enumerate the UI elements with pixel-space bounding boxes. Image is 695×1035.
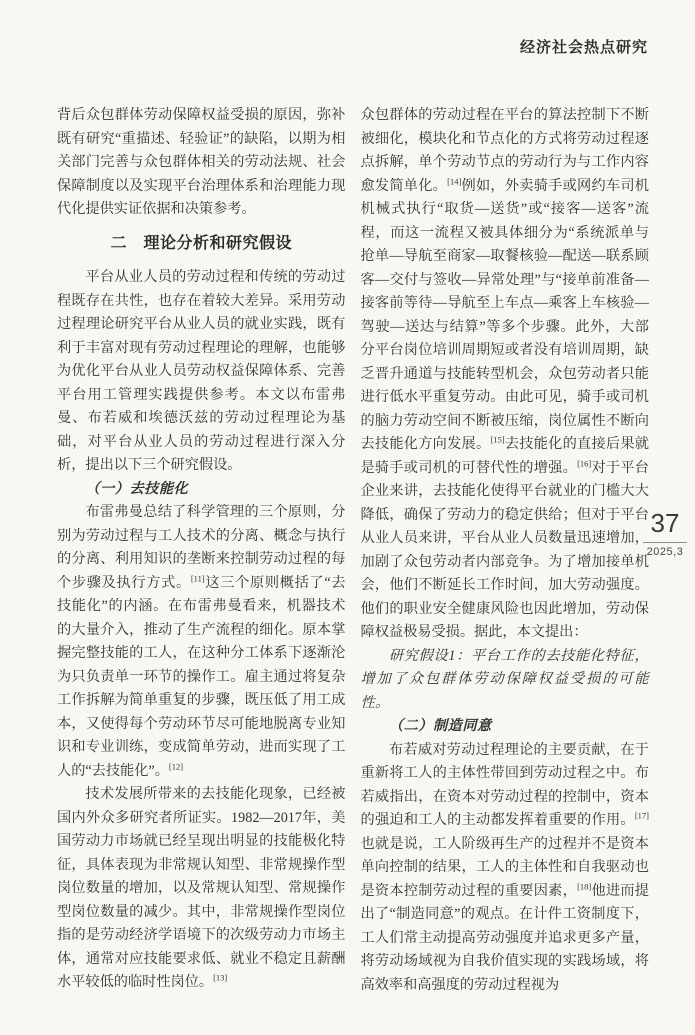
page-number-divider — [643, 542, 687, 543]
section-heading: 二 理论分析和研究假设 — [110, 234, 292, 252]
paragraph: 技术发展所带来的去技能化现象，已经被国内外众多研究者所证实。1982—2017年，美国劳动力市场就已经呈现出明显的技能极化特征，具体表现为非常规认知型、非常规操作型岗位数量的增加，以及常规认知型、常规操作型岗位数量的减少。其中，非常规操作型岗位指的是劳动经济学语境下的次级劳动力市场主体，通常对应技能要求低、就业不稳定且薪酬水平较低的临时性岗位。[13] — [57, 786, 346, 990]
article-body — [57, 104, 649, 997]
citation-ref: [13] — [213, 972, 228, 983]
citation-ref: [15] — [490, 434, 505, 445]
paragraph: 背后众包群体劳动保障权益受损的原因，弥补既有研究“重描述、轻验证”的缺陷，以期为相关部门完善与众包群体相关的劳动法规、社会保障制度以及实现平台治理体系和治理能力现代化提供实证依据和决策参考。 — [57, 107, 346, 217]
page-number: 37 — [650, 508, 680, 538]
paragraph: 布若威对劳动过程理论的主要贡献，在于重新将工人的主体性带回到劳动过程之中。布若威指出，在资本对劳动过程的控制中，资本的强迫和工人的主动都发挥着重要的作用。[17]也就是说，工人阶级再生产的过程并不是资本单向控制的结果，工人的主体性和自我驱动也是资本控制劳动过程的重要因素，[18]他进而提出了“制造同意”的观点。在计件工资制度下，工人们常主动提高劳动强度并追求更多产量，将劳动场域视为自我价值实现的实践场域，将高效率和高强度的劳动过程视为 — [360, 741, 649, 993]
subsection-heading: （二）制造同意 — [388, 718, 492, 734]
subsection-heading: （一）去技能化 — [85, 480, 189, 497]
right-column — [361, 104, 650, 997]
issue-label: 2025,3 — [646, 546, 684, 558]
citation-ref: [14] — [447, 175, 462, 186]
citation-ref: [17] — [634, 810, 649, 821]
hypothesis-text: 研究假设1：平台工作的去技能化特征，增加了众包群体劳动保障权益受损的可能性。 — [360, 647, 649, 711]
left-column — [57, 104, 346, 997]
citation-ref: [16] — [577, 457, 592, 468]
citation-ref: [12] — [168, 760, 184, 771]
citation-ref: [11] — [190, 572, 205, 583]
citation-ref: [18] — [577, 880, 592, 891]
page-number-block — [639, 508, 691, 558]
running-head: 经济社会热点研究 — [519, 39, 648, 56]
paragraph: 众包群体的劳动过程在平台的算法控制下不断被细化，模块化和节点化的方式将劳动过程逐点拆解，单个劳动节点的劳动行为与工作内容愈发简单化。[14]例如，外卖骑手或网约车司机机械式执行“取货—送货”或“接客—送客”流程，而这一流程又被具体细分为“系统派单与抢单—导航至商家—取餐核验—配送—联系顾客—交付与签收—异常处理”与“接单前准备—接客前等待—导航至上车点—乘客上车核验—驾驶—送达与结算”等多个步骤。此外，大部分平台岗位培训周期短或者没有培训周期，缺乏晋升通道与技能转型机会，众包劳动者只能进行低水平重复劳动。由此可见，骑手或司机的脑力劳动空间不断被压缩，岗位属性不断向去技能化方向发展。[15]去技能化的直接后果就是骑手或司机的可替代性的增强。[16]对于平台企业来讲，去技能化使得平台就业的门槛大大降低，确保了劳动力的稳定供给；但对于平台从业人员来讲，平台从业人员数量迅速增加，加剧了众包劳动者内部竞争。为了增加接单机会，他们不断延长工作时间，加大劳动强度。他们的职业安全健康风险也因此增加，劳动保障权益极易受损。据此，本文提出： — [360, 107, 649, 640]
paragraph: 布雷弗曼总结了科学管理的三个原则，分别为劳动过程与工人技术的分离、概念与执行的分离、利用知识的垄断来控制劳动过程的每个步骤及执行方式。[11]这三个原则概括了“去技能化”的内涵。在布雷弗曼看来，机器技术的大量介入，推动了生产流程的细化。原本掌握完整技能的工人，在这种分工体系下逐渐沦为只负责单一环节的操作工。雇主通过将复杂工作拆解为简单重复的步骤，既压低了用工成本，又使得每个劳动环节尽可能地脱离专业知识和专业训练，变成简单劳动，进而实现了工人的“去技能化”。[12] — [57, 504, 346, 779]
paragraph: 平台从业人员的劳动过程和传统的劳动过程既存在共性，也存在着较大差异。采用劳动过程理论研究平台从业人员的就业实践，既有利于丰富对现有劳动过程理论的理解，也能够为优化平台从业人员劳动权益保障体系、完善平台用工管理实践提供参考。本文以布雷弗曼、布若威和埃德沃兹的劳动过程理论为基础，对平台从业人员的劳动过程进行深入分析，提出以下三个研究假设。 — [57, 269, 346, 473]
